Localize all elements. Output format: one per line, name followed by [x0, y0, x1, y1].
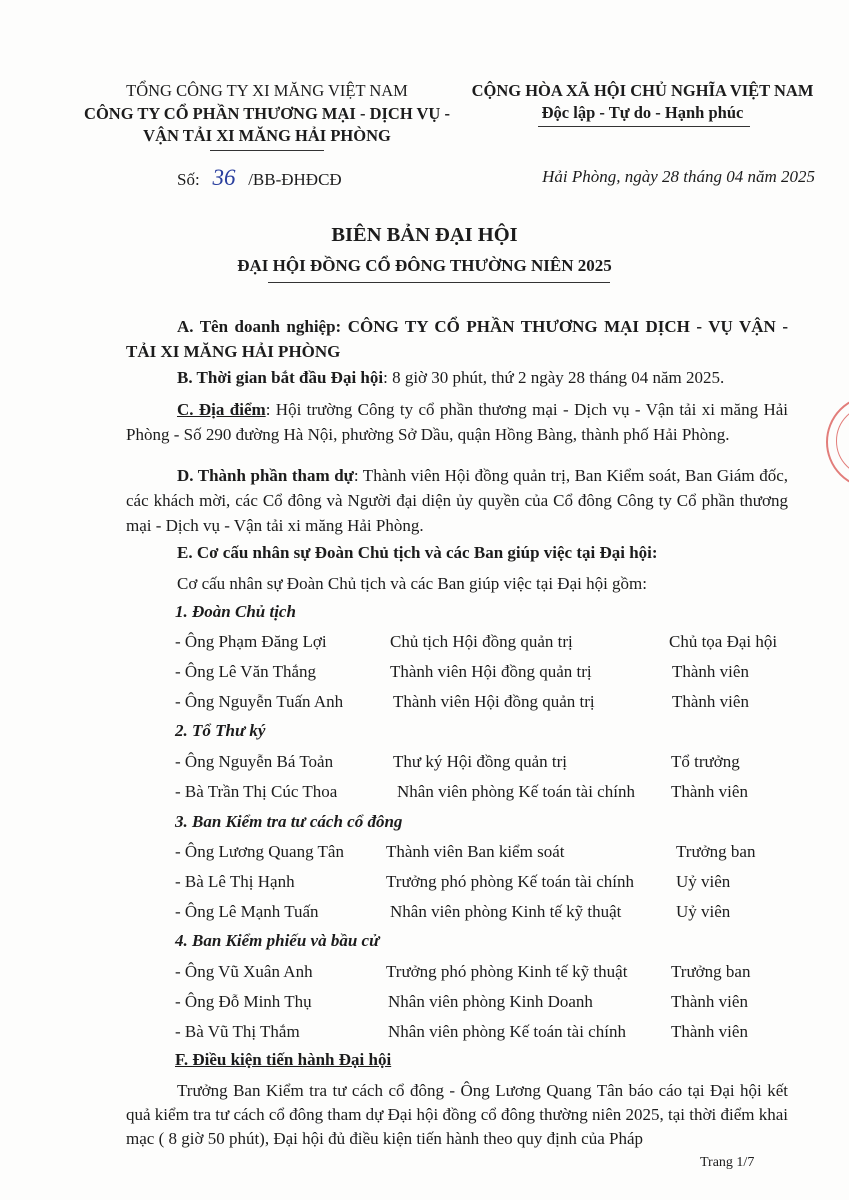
header-right-rule: [538, 126, 750, 127]
member-position: Thành viên Hội đồng quản trị: [390, 662, 592, 681]
company-name-line1: CÔNG TY CỔ PHẦN THƯƠNG MẠI - DỊCH VỤ -: [84, 104, 450, 123]
member-role: Thành viên: [671, 1022, 748, 1041]
group-4-title: 4. Ban Kiểm phiếu và bầu cử: [175, 931, 380, 950]
member-position: Nhân viên phòng Kinh tế kỹ thuật: [390, 902, 622, 921]
member-position: Nhân viên phòng Kế toán tài chính: [388, 1022, 626, 1041]
page-number: Trang 1/7: [700, 1155, 755, 1170]
member-position: Trưởng phó phòng Kế toán tài chính: [386, 872, 635, 891]
document-title: BIÊN BẢN ĐẠI HỘI: [331, 224, 518, 246]
member-name: - Ông Nguyễn Bá Toản: [175, 752, 334, 771]
member-role: Thành viên: [671, 782, 748, 801]
member-name: - Ông Lê Văn Thắng: [175, 662, 317, 681]
section-a: [126, 314, 788, 364]
member-role: Chủ tọa Đại hội: [669, 632, 778, 651]
section-a-label: A. Tên doanh nghiệp:: [177, 317, 342, 336]
title-rule: [268, 282, 610, 283]
section-d-label: D. Thành phần tham dự: [177, 466, 354, 485]
member-name: - Ông Lê Mạnh Tuấn: [175, 902, 319, 921]
section-f-heading: F. Điều kiện tiến hành Đại hội: [175, 1050, 392, 1069]
member-position: Chủ tịch Hội đồng quản trị: [390, 632, 573, 651]
member-position: Thành viên Hội đồng quản trị: [393, 692, 595, 711]
member-name: - Ông Nguyễn Tuấn Anh: [175, 692, 344, 711]
member-name: - Bà Trần Thị Cúc Thoa: [175, 782, 338, 801]
red-stamp-seal: [826, 395, 849, 489]
member-role: Thành viên: [671, 992, 748, 1011]
member-name: - Ông Vũ Xuân Anh: [175, 962, 313, 981]
section-b-text: : 8 giờ 30 phút, thứ 2 ngày 28 tháng 04 năm 2025.: [383, 368, 725, 387]
number-handwritten: 36: [212, 165, 236, 190]
header-left-rule: [210, 150, 324, 151]
place-date: Hải Phòng, ngày 28 tháng 04 năm 2025: [542, 167, 815, 186]
section-f-text: Trưởng Ban Kiểm tra tư cách cổ đông - Ông Lương Quang Tân báo cáo tại Đại hội kết quả kiểm tra tư cách cổ đông tham dự Đại hội đồng cổ đông thường niên 2025, tại thời điểm khai mạc ( 8 giờ 50 phút), Đại hội đủ điều kiện tiến hành theo quy định của Pháp: [126, 1081, 788, 1148]
member-role: Tổ trưởng: [671, 752, 740, 771]
document-number: [177, 165, 342, 191]
company-name-line2: VẬN TẢI XI MĂNG HẢI PHÒNG: [143, 126, 391, 145]
section-d-text: : Thành viên Hội đồng quản trị, Ban Kiểm soát, Ban Giám đốc, các khách mời, các Cổ đông và Người đại diện ủy quyền của Cổ đông Công ty Cổ phần thương mại - Dịch vụ - Vận tải xi măng Hải Phòng.: [126, 466, 788, 535]
member-position: Thư ký Hội đồng quản trị: [393, 752, 568, 771]
member-role: Thành viên: [672, 692, 749, 711]
member-name: - Bà Lê Thị Hạnh: [175, 872, 295, 891]
section-e-intro: Cơ cấu nhân sự Đoàn Chủ tịch và các Ban giúp việc tại Đại hội gồm:: [177, 574, 648, 593]
group-2-title: 2. Tổ Thư ký: [175, 721, 266, 740]
section-a-text: CÔNG TY CỔ PHẦN THƯƠNG MẠI DỊCH - VỤ VẬN - TẢI XI MĂNG HẢI PHÒNG: [126, 317, 788, 361]
parent-company: TỔNG CÔNG TY XI MĂNG VIỆT NAM: [126, 81, 408, 100]
section-b: [126, 365, 788, 390]
number-prefix: Số:: [177, 170, 200, 189]
nation-title: CỘNG HÒA XÃ HỘI CHỦ NGHĨA VIỆT NAM: [471, 81, 814, 100]
section-b-label: B. Thời gian bắt đầu Đại hội: [177, 368, 384, 387]
section-c: [126, 397, 788, 447]
nation-motto: Độc lập - Tự do - Hạnh phúc: [541, 103, 744, 122]
member-role: Uỷ viên: [676, 902, 731, 921]
number-suffix: /BB-ĐHĐCĐ: [248, 170, 342, 189]
member-name: - Ông Đỗ Minh Thụ: [175, 992, 312, 1011]
member-role: Uỷ viên: [676, 872, 731, 891]
section-e-heading: E. Cơ cấu nhân sự Đoàn Chủ tịch và các Ban giúp việc tại Đại hội:: [177, 543, 658, 562]
member-position: Nhân viên phòng Kế toán tài chính: [397, 782, 635, 801]
member-role: Trưởng ban: [676, 842, 756, 861]
section-c-label: C. Địa điểm: [177, 400, 266, 419]
member-name: - Bà Vũ Thị Thắm: [175, 1022, 300, 1041]
group-3-title: 3. Ban Kiểm tra tư cách cổ đông: [175, 812, 403, 831]
member-position: Thành viên Ban kiểm soát: [386, 842, 565, 861]
member-position: Nhân viên phòng Kinh Doanh: [388, 992, 593, 1011]
member-role: Thành viên: [672, 662, 749, 681]
document-subtitle: ĐẠI HỘI ĐỒNG CỔ ĐÔNG THƯỜNG NIÊN 2025: [237, 256, 612, 275]
section-d: [126, 463, 788, 538]
group-1-title: 1. Đoàn Chủ tịch: [175, 602, 296, 621]
member-name: - Ông Lương Quang Tân: [175, 842, 344, 861]
section-c-text: : Hội trường Công ty cổ phần thương mại - Dịch vụ - Vận tải xi măng Hải Phòng - Số 290 đường Hà Nội, phường Sở Dầu, quận Hồng Bàng, thành phố Hải Phòng.: [126, 400, 788, 444]
member-role: Trưởng ban: [671, 962, 751, 981]
member-name: - Ông Phạm Đăng Lợi: [175, 632, 327, 651]
member-position: Trưởng phó phòng Kinh tế kỹ thuật: [386, 962, 628, 981]
